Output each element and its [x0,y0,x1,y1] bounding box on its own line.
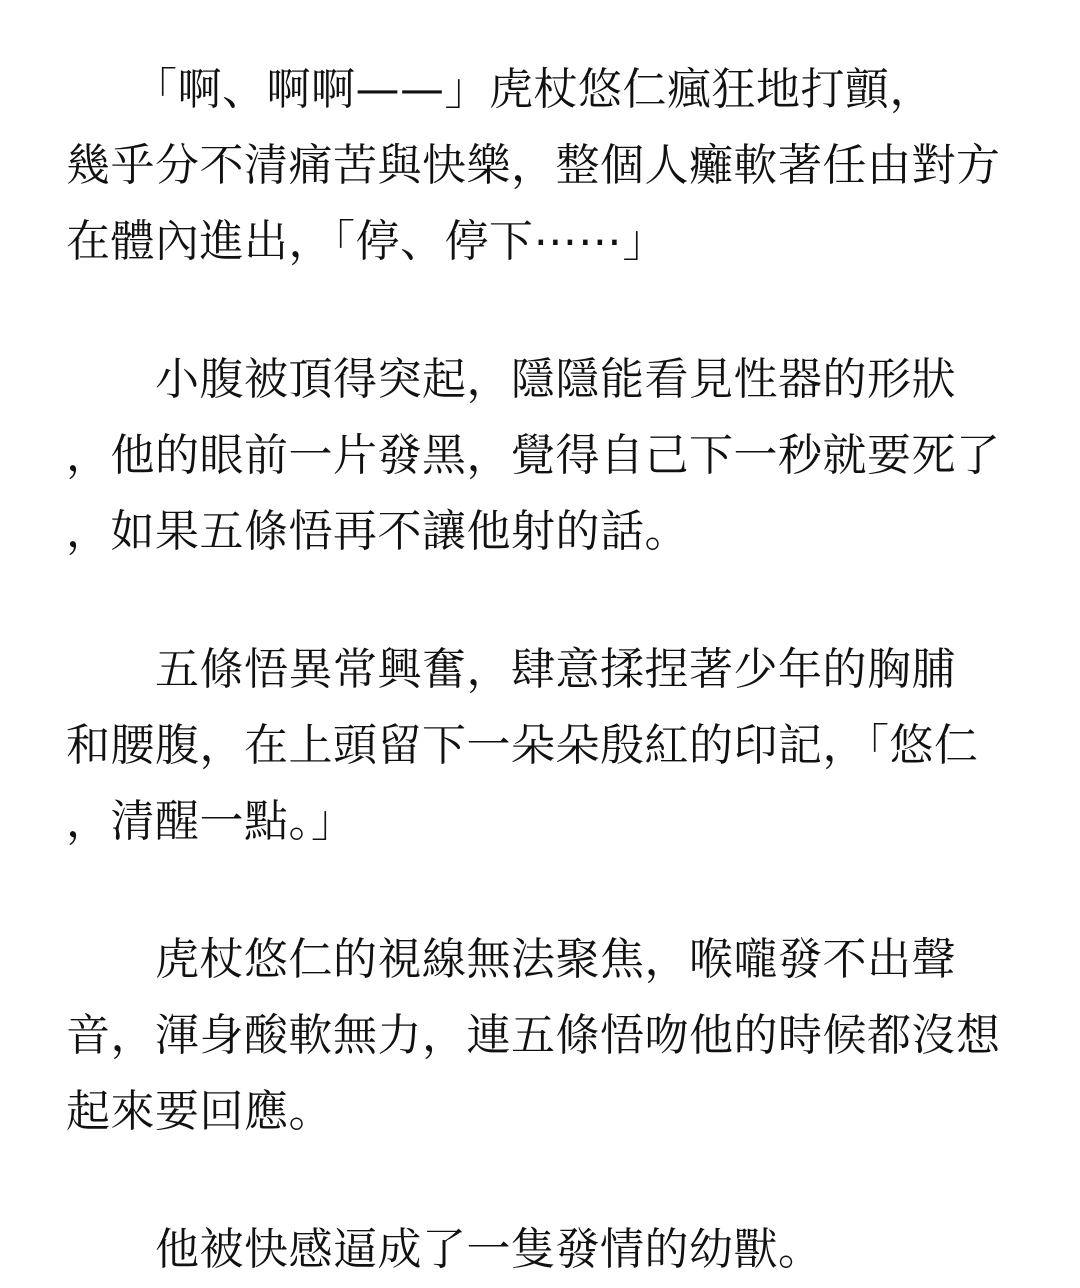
paragraph-spacer [66,1150,1014,1212]
text-line: ，清醒一點。」 [66,796,356,847]
text-line: 小腹被頂得突起，隱隱能看見性器的形狀 [66,354,956,405]
text-line: 他被快感逼成了一隻發情的幼獸。 [66,1224,823,1275]
text-line: 幾乎分不清痛苦與快樂，整個人癱軟著任由對方 [66,140,1001,191]
text-line: 音，渾身酸軟無力，連五條悟吻他的時候都沒想 [66,1010,1001,1061]
text-line: ，如果五條悟再不讓他射的話。 [66,506,689,557]
text-line: 五條悟異常興奮，肆意揉捏著少年的胸脯 [66,644,956,695]
text-line: ，他的眼前一片發黑，覺得自己下一秒就要死了 [66,430,1001,481]
text-line: 「啊、啊啊——」虎杖悠仁瘋狂地打顫， [66,64,934,115]
paragraph [66,632,1014,860]
paragraph [66,922,1014,1150]
text-line: 在體內進出，「停、停下⋯⋯」 [66,216,667,267]
text-line: 和腰腹，在上頭留下一朵朵殷紅的印記，「悠仁 [66,720,979,771]
paragraph [66,1212,1014,1288]
reader-page [66,52,1014,1288]
paragraph-spacer [66,860,1014,922]
text-line: 虎杖悠仁的視線無法聚焦，喉嚨發不出聲 [66,934,956,985]
paragraph [66,342,1014,570]
paragraph-spacer [66,570,1014,632]
text-line: 起來要回應。 [66,1086,333,1137]
paragraph [66,52,1014,280]
paragraph-spacer [66,280,1014,342]
